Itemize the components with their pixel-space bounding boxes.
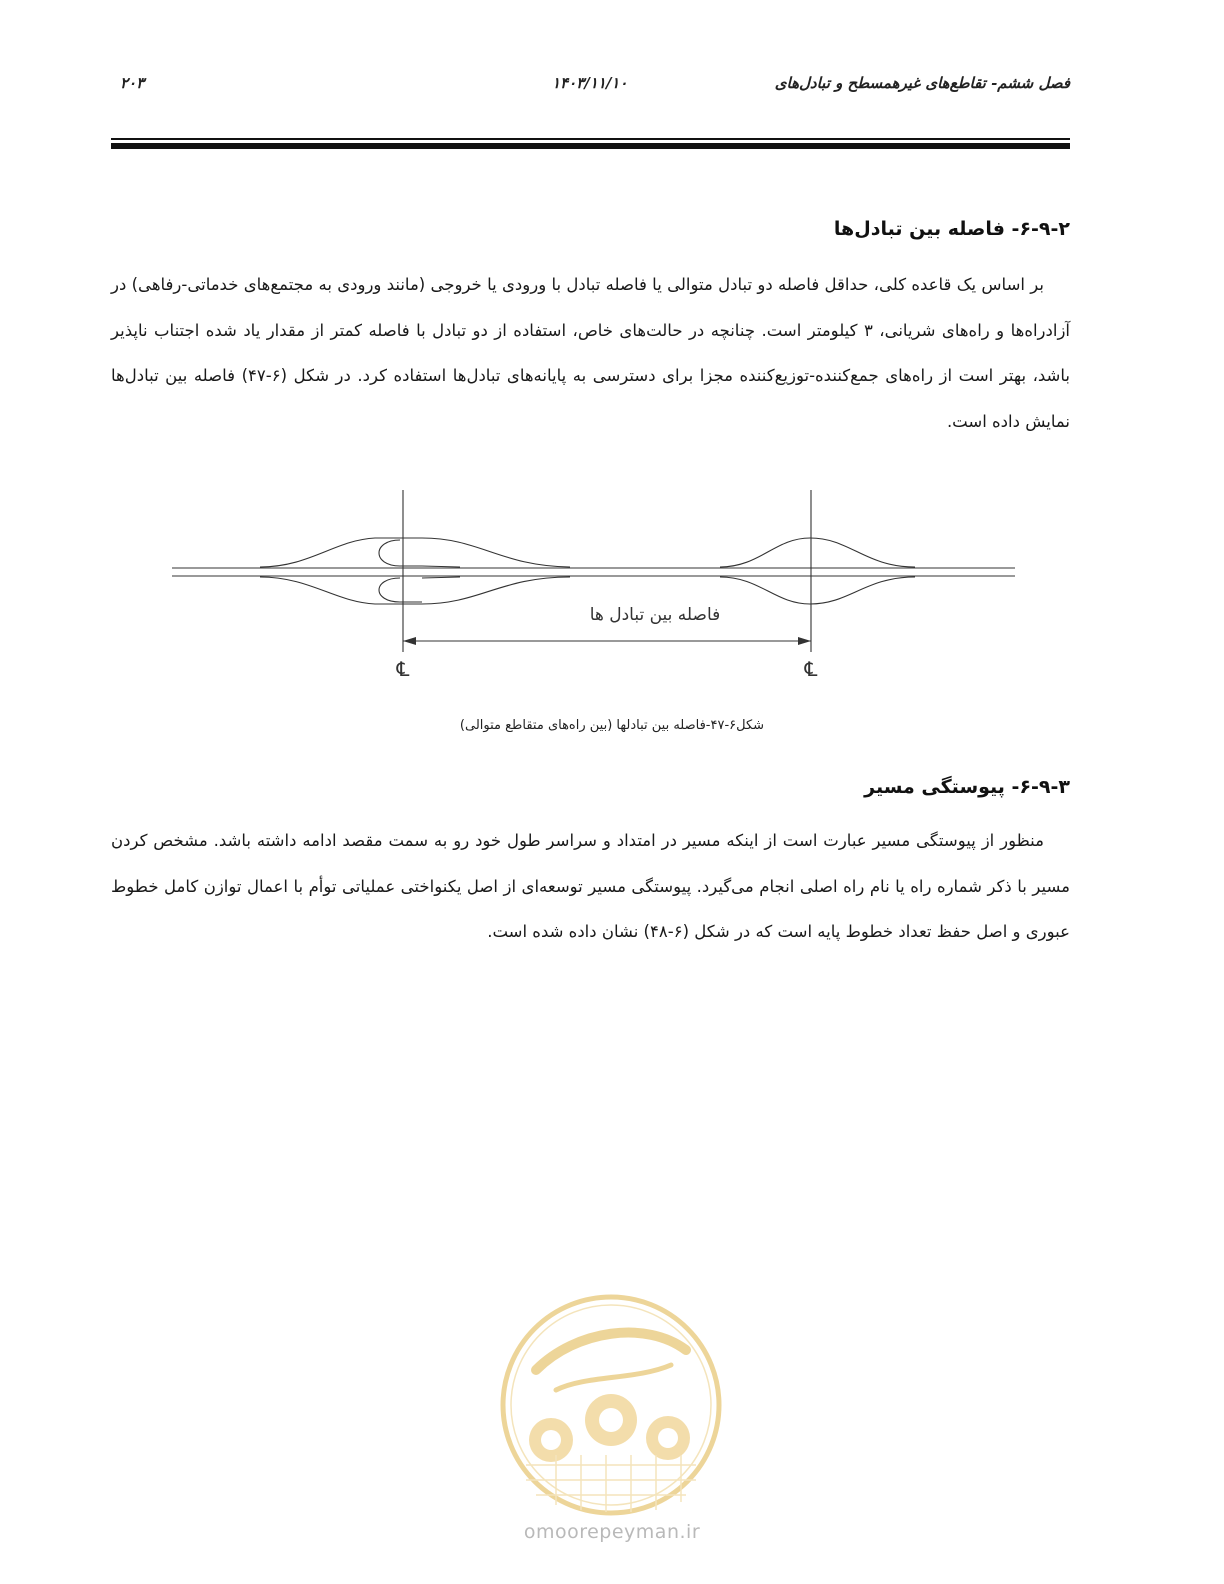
centerline-symbol-right: ℄: [804, 657, 818, 681]
paragraph-interchange-spacing: بر اساس یک قاعده کلی، حداقل فاصله دو تبادل متوالی یا فاصله تبادل با ورودی یا خروجی (مانند ورودی به مجتمع‌های خدماتی-رفاهی) در آزادراه‌ها و راه‌های شریانی، ۳ کیلومتر است. چنانچه در حالت‌های خاص، استفاده از دو تبادل با فاصله کمتر از مقدار یاد شده اجتناب ناپذیر باشد، بهتر است از راه‌های جمع‌کننده-توزیع‌کننده مجزا برای دسترسی به پایانه‌های تبادل‌ها استفاده کرد. در شکل (۶-۴۷) فاصله بین تبادل‌ها نمایش داده است.: [111, 275, 1070, 431]
paragraph-route-continuity: منظور از پیوستگی مسیر عبارت است از اینکه مسیر در امتداد و سراسر طول خود رو به سمت مقصد ادامه داشته باشد. مشخص کردن مسیر با ذکر شماره راه یا نام راه اصلی انجام می‌گیرد. پیوستگی مسیر توسعه‌ای از اصل یکنواختی عملیاتی توأم با اعمال توازن کامل خطوط عبوری و اصل حفظ تعداد خطوط پایه است که در شکل (۶-۴۸) نشان داده شده است.: [111, 831, 1070, 941]
distance-arrow-right: [798, 637, 811, 645]
figure-caption: شکل۶-۴۷-فاصله بین تبادلها (بین راه‌های متقاطع متوالی): [459, 718, 765, 733]
header-rule-thick: [111, 143, 1070, 149]
page-number: ۲۰۳: [120, 74, 145, 92]
running-header-chapter: فصل ششم- تقاطع‌های غیرهمسطح و تبادل‌های: [774, 74, 1070, 92]
omoorepeyman-watermark-logo: [496, 1290, 726, 1520]
section-heading-interchange-spacing: ۶-۹-۲- فاصله بین تبادل‌ها: [833, 218, 1070, 240]
distance-arrow-left: [403, 637, 416, 645]
centerline-symbol-left: ℄: [396, 657, 410, 681]
running-header-date: ۱۴۰۳/۱۱/۱۰: [552, 74, 628, 92]
left-ramp-top-exit: [422, 538, 570, 567]
left-loop-top-exit: [422, 566, 460, 567]
header-rule-thin: [111, 138, 1070, 140]
left-loop-bottom-exit: [422, 577, 460, 578]
right-ramp-bottom: [720, 577, 915, 604]
left-loop-bottom: [379, 578, 422, 602]
left-ramp-bottom-exit: [422, 577, 570, 604]
left-loop-top: [379, 540, 422, 566]
watermark-url: omoorepeyman.ir: [523, 1521, 701, 1543]
interchange-spacing-figure: [160, 480, 1030, 690]
left-ramp-top: [260, 538, 422, 567]
right-ramp-top: [720, 538, 915, 567]
distance-label: فاصله بین تبادل ها: [589, 605, 721, 625]
left-ramp-bottom: [260, 577, 422, 604]
section-heading-route-continuity: ۶-۹-۳- پیوستگی مسیر: [864, 776, 1070, 798]
